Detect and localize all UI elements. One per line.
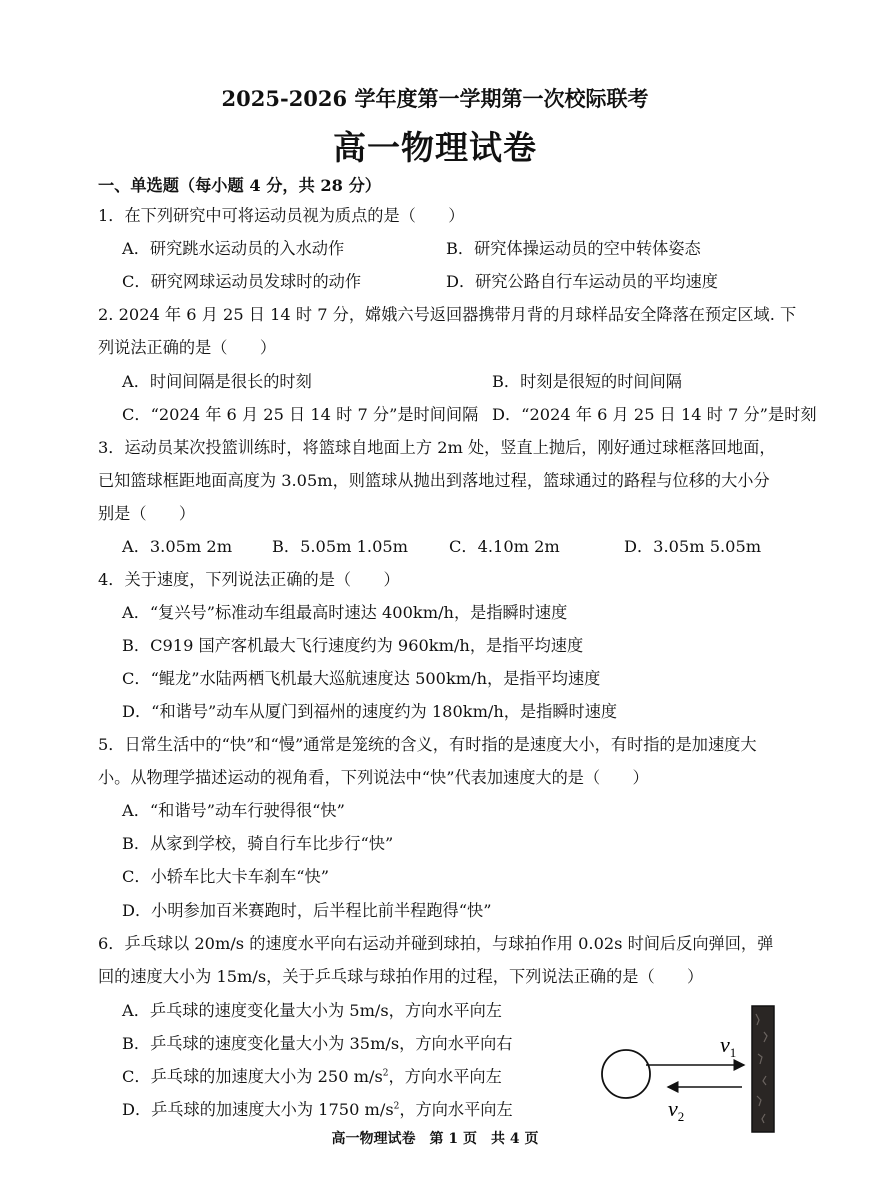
question-6-option-d-text: D．乒乓球的加速度大小为 1750 m/s [122, 1100, 394, 1119]
question-3-option-a: A．3.05m 2m [122, 537, 233, 556]
question-5-option-a: A．“和谐号”动车行驶得很“快” [122, 801, 345, 820]
question-6-stem-line-2: 回的速度大小为 15m/s，关于乒乓球与球拍作用的过程，下列说法正确的是（ ） [98, 967, 704, 986]
question-5-stem-line-1: 5．日常生活中的“快”和“慢”通常是笼统的含义，有时指的是速度大小，有时指的是加速度大 [98, 735, 757, 754]
superscript-2: 2 [382, 1068, 389, 1079]
question-1-option-c: C．研究网球运动员发球时的动作 [122, 272, 362, 291]
ping-pong-paddle-figure [596, 1004, 786, 1136]
question-2-option-a: A．时间间隔是很长的时刻 [122, 372, 312, 391]
question-6-option-b: B．乒乓球的速度变化量大小为 35m/s，方向水平向右 [122, 1034, 513, 1053]
question-4-option-a: A．“复兴号”标准动车组最高时速达 400km/h，是指瞬时速度 [122, 603, 568, 622]
question-6-option-d-direction: ，方向水平向左 [399, 1100, 513, 1119]
question-2-stem-line-1: 2. 2024 年 6 月 25 日 14 时 7 分，嫦娥六号返回器携带月背的月球样品安全降落在预定区域. 下 [98, 305, 797, 324]
question-2-option-b: B．时刻是很短的时间间隔 [492, 372, 682, 391]
question-4-option-b: B．C919 国产客机最大飞行速度约为 960km/h，是指平均速度 [122, 636, 584, 655]
question-6-option-c-direction: ，方向水平向左 [388, 1067, 502, 1086]
question-6-option-d [122, 1102, 513, 1118]
question-4-option-c: C．“鲲龙”水陆两栖飞机最大巡航速度达 500km/h，是指平均速度 [122, 669, 601, 688]
question-6-option-c [122, 1069, 502, 1085]
superscript-2: 2 [393, 1101, 400, 1112]
question-3-stem-line-3: 别是（ ） [98, 504, 196, 523]
question-5-option-c: C．小轿车比大卡车刹车“快” [122, 867, 329, 886]
exam-header: 2025-2026 学年度第一学期第一次校际联考 [221, 86, 649, 111]
paddle [752, 1006, 774, 1132]
question-6-stem-line-1: 6．乒乓球以 20m/s 的速度水平向右运动并碰到球拍，与球拍作用 0.02s 时间后反向弹回，弹 [98, 934, 774, 953]
question-3-stem-line-1: 3．运动员某次投篮训练时，将篮球自地面上方 2m 处，竖直上抛后，刚好通过球框落回地面， [98, 438, 776, 457]
ping-pong-ball [602, 1050, 650, 1098]
question-5-stem-line-2: 小。从物理学描述运动的视角看，下列说法中“快”代表加速度大的是（ ） [98, 768, 649, 787]
paper-title: 高一物理试卷 [333, 128, 537, 167]
question-4-stem: 4．关于速度，下列说法正确的是（ ） [98, 570, 400, 589]
question-3-stem-line-2: 已知篮球框距地面高度为 3.05m，则篮球从抛出到落地过程，篮球通过的路程与位移的大小分 [98, 471, 770, 490]
question-3-option-c: C．4.10m 2m [449, 537, 560, 556]
question-3-option-b: B．5.05m 1.05m [272, 537, 409, 556]
page-footer: 高一物理试卷 第 1 页 共 4 页 [331, 1131, 539, 1147]
question-5-option-d: D．小明参加百米赛跑时，后半程比前半程跑得“快” [122, 901, 492, 920]
question-1-option-b: B．研究体操运动员的空中转体姿态 [446, 239, 701, 258]
question-4-option-d: D．“和谐号”动车从厦门到福州的速度约为 180km/h，是指瞬时速度 [122, 702, 618, 721]
question-5-option-b: B．从家到学校，骑自行车比步行“快” [122, 834, 394, 853]
question-1-option-a: A．研究跳水运动员的入水动作 [122, 239, 345, 258]
question-2-option-d: D．“2024 年 6 月 25 日 14 时 7 分”是时刻 [492, 405, 817, 424]
v1-label: $v_1$ [720, 1032, 737, 1060]
question-6-option-c-text: C．乒乓球的加速度大小为 250 m/s [122, 1067, 383, 1086]
question-1-option-d: D．研究公路自行车运动员的平均速度 [446, 272, 718, 291]
section-heading-single-choice: 一、单选题（每小题 4 分，共 28 分） [98, 176, 381, 195]
v2-label: $v_2$ [668, 1096, 685, 1124]
question-3-option-d: D．3.05m 5.05m [624, 537, 762, 556]
question-6-option-a: A．乒乓球的速度变化量大小为 5m/s，方向水平向左 [122, 1001, 502, 1020]
question-2-stem-line-2: 列说法正确的是（ ） [98, 338, 277, 357]
question-1-stem: 1．在下列研究中可将运动员视为质点的是（ ） [98, 206, 465, 225]
question-2-option-c: C．“2024 年 6 月 25 日 14 时 7 分”是时间间隔 [122, 405, 479, 424]
